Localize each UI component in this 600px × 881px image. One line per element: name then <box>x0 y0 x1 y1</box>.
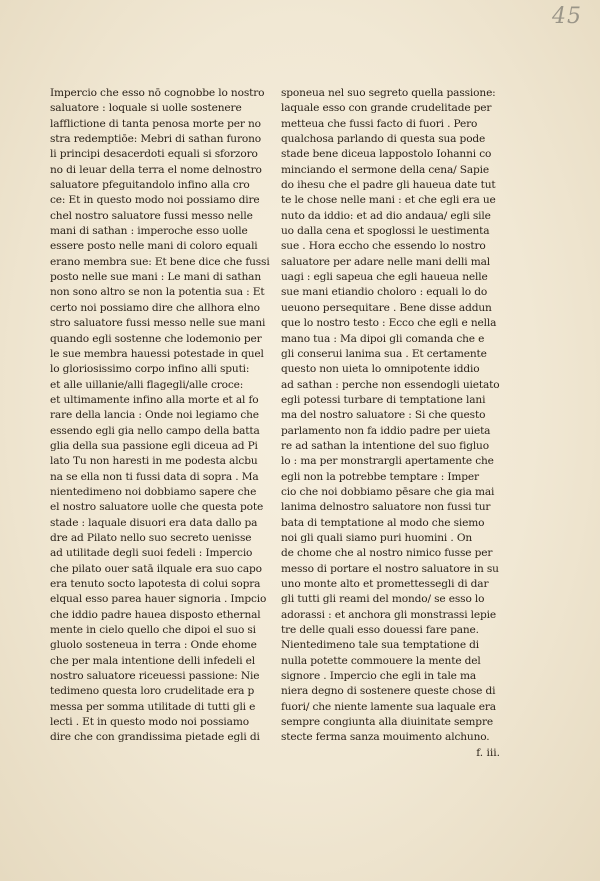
text-line: messo di portare el nostro saluatore in su <box>281 562 499 575</box>
signature-mark: f. iii. <box>476 746 500 759</box>
text-line: tedimeno questa loro crudelitade era p <box>50 685 255 698</box>
text-line: que lo nostro testo : Ecco che egli e nella <box>281 317 497 330</box>
text-line: saluatore pfeguitandolo infino alla cro <box>50 179 250 192</box>
text-line: stade bene diceua lappostolo Iohanni co <box>281 148 492 161</box>
text-line: nuto da iddio: et ad dio andaua/ egli sile <box>281 209 491 222</box>
text-line: bata di temptatione al modo che siemo <box>281 516 485 529</box>
text-line: saluatore : loquale si uolle sostenere <box>50 102 242 115</box>
text-line: minciando el sermone della cena/ Sapie <box>281 163 490 176</box>
text-line: adorassi : et anchora gli monstrassi lepie <box>281 608 497 621</box>
text-line: elqual esso parea hauer signoria . Impcio <box>50 593 267 606</box>
text-line: egli non la potrebbe temptare : Imper <box>281 470 479 483</box>
folio-number: 45 <box>552 4 582 29</box>
text-line: ma del nostro saluatore : Si che questo <box>281 409 486 422</box>
text-line: messa per somma utilitade di tutti gli e <box>50 700 256 713</box>
text-line: stade : laquale disuori era data dallo pa <box>50 516 258 529</box>
text-line: posto nelle sue mani : Le mani di sathan <box>50 271 261 284</box>
text-line: lo gloriosissimo corpo infino alli sputi: <box>50 363 250 376</box>
text-line: metteua che fussi facto di fuori . Pero <box>281 117 478 130</box>
text-line: ueuono persequitare . Bene disse addun <box>281 301 492 314</box>
text-line: stecte ferma sanza mouimento alchuno. <box>281 731 490 744</box>
text-line: certo noi possiamo dire che allhora elno <box>50 301 260 314</box>
text-line: gli tutti gli reami del mondo/ se esso lo <box>281 593 485 606</box>
text-line: stra redemptiōe: Mebri di sathan furono <box>50 133 262 146</box>
text-line: lafflictione di tanta penosa morte per no <box>50 117 261 130</box>
text-line: essendo egli gia nello campo della batta <box>50 424 260 437</box>
text-line: dre ad Pilato nello suo secreto uenisse <box>50 531 252 544</box>
text-line: quando egli sostenne che lodemonio per <box>50 332 262 345</box>
text-line: te le chose nelle mani : et che egli era ue <box>281 194 496 207</box>
text-line: el nostro saluatore uolle che questa pote <box>50 501 264 514</box>
text-line: sempre congiunta alla diuinitate sempre <box>281 716 493 729</box>
text-line: lo : ma per monstrargli apertamente che <box>281 455 494 468</box>
text-line: re ad sathan la intentione del suo figluo <box>281 439 489 452</box>
text-line: saluatore per adare nelle mani delli mal <box>281 255 490 268</box>
text-line: lanima delnostro saluatore non fussi tur <box>281 501 491 514</box>
text-line: uagi : egli sapeua che egli haueua nelle <box>281 271 488 284</box>
text-line: signore . Impercio che egli in tale ma <box>281 670 477 683</box>
text-line: dire che con grandissima pietade egli di <box>50 731 260 744</box>
text-line: era tenuto socto lapotesta di colui sopra <box>50 578 261 590</box>
text-line: erano membra sue: Et bene dice che fussi <box>50 255 270 268</box>
text-line: Nientedimeno tale sua temptatione di <box>281 639 480 652</box>
text-line: che iddio padre hauea disposto ethernal <box>50 608 261 621</box>
left-text-column <box>50 86 280 746</box>
text-line: et alle uillanie/alli flagegli/alle croce: <box>50 378 244 391</box>
text-line: cio che noi dobbiamo pēsare che gia mai <box>281 485 495 498</box>
text-line: niera degno di sostenere queste chose di <box>281 685 496 698</box>
text-line: lato Tu non haresti in me podesta alcbu <box>50 455 258 468</box>
text-line: de chome che al nostro nimico fusse per <box>281 547 493 560</box>
text-line: sponeua nel suo segreto quella passione: <box>281 87 496 99</box>
text-line: mente in cielo quello che dipoi el suo si <box>50 624 256 637</box>
text-line: ad sathan : perche non essendogli uietato <box>281 378 500 391</box>
text-line: uno monte alto et promettessegli di dar <box>281 578 489 590</box>
text-line: mani di sathan : imperoche esso uolle <box>50 225 248 238</box>
text-line: sue . Hora eccho che essendo lo nostro <box>281 240 486 253</box>
text-line: nulla potette commouere la mente del <box>281 654 481 667</box>
text-line: do ihesu che el padre gli haueua date tut <box>281 179 496 192</box>
text-line: rare della lancia : Onde noi legiamo che <box>50 409 259 422</box>
text-line: noi gli quali siamo puri huomini . On <box>281 531 473 544</box>
text-line: na se ella non ti fussi data di sopra . Ma <box>50 470 259 483</box>
text-line: mano tua : Ma dipoi gli comanda che e <box>281 332 485 345</box>
text-line: lecti . Et in questo modo noi possiamo <box>50 716 249 729</box>
text-line: Impercio che esso nō cognobbe lo nostro <box>50 87 265 99</box>
text-line: tre delle quali esso douessi fare pane. <box>281 624 479 637</box>
text-line: questo non uieta lo omnipotente iddio <box>281 363 480 376</box>
text-line: qualchosa parlando di questa sua pode <box>281 133 486 146</box>
text-line: stro saluatore fussi messo nelle sue mani <box>50 317 266 330</box>
text-line: laquale esso con grande crudelitade per <box>281 102 492 115</box>
text-line: ad utilitade degli suoi fedeli : Impercio <box>50 547 253 560</box>
text-line: non sono altro se non la potentia sua : Et <box>50 286 265 299</box>
text-line: gli conserui lanima sua . Et certamente <box>281 347 487 360</box>
text-line: no di leuar della terra el nome delnostro <box>50 163 262 176</box>
text-line: nientedimeno noi dobbiamo sapere che <box>50 485 257 498</box>
text-line: nostro saluatore riceuessi passione: Nie <box>50 670 260 683</box>
right-text-column <box>281 86 514 761</box>
text-line: che per mala intentione delli infedeli el <box>50 654 256 667</box>
text-line: ce: Et in questo modo noi possiamo dire <box>50 194 260 207</box>
text-line: le sue membra hauessi potestade in quel <box>50 347 264 360</box>
text-line: uo dalla cena et spoglossi le uestimenta <box>281 225 490 238</box>
text-line: parlamento non fa iddio padre per uieta <box>281 424 491 437</box>
text-line: fuori/ che niente lamente sua laquale era <box>281 700 496 713</box>
text-line: chel nostro saluatore fussi messo nelle <box>50 209 253 222</box>
text-line: che pilato ouer satā ilquale era suo capo <box>50 562 262 575</box>
text-line: sue mani etiandio choloro : equali lo do <box>281 286 488 299</box>
text-line: gluolo sosteneua in terra : Onde ehome <box>50 639 257 652</box>
text-line: glia della sua passione egli diceua ad Pi <box>50 439 258 452</box>
text-line: essere posto nelle mani di coloro equali <box>50 240 258 253</box>
text-line: li principi desacerdoti equali si sforzoro <box>50 148 258 161</box>
text-line: et ultimamente infino alla morte et al fo <box>50 393 259 406</box>
text-line: egli potessi turbare di temptatione lani <box>281 393 486 406</box>
